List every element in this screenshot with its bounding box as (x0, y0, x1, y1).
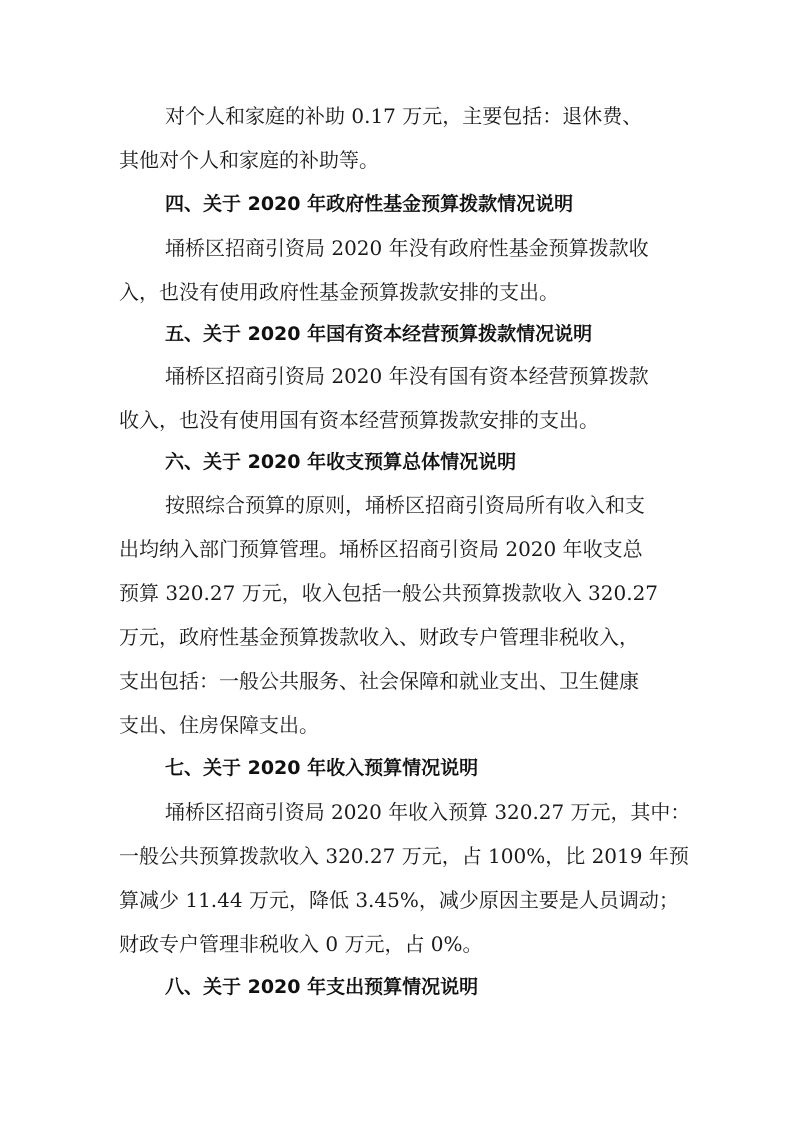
body-line: 出均纳入部门预算管理。埇桥区招商引资局 2020 年收支总 (119, 537, 643, 561)
body-line: 万元，政府性基金预算拨款收入、财政专户管理非税收入， (119, 625, 639, 649)
body-line: 预算 320.27 万元，收入包括一般公共预算拨款收入 320.27 (119, 581, 659, 605)
body-line: 财政专户管理非税收入 0 万元，占 0%。 (119, 932, 483, 956)
section-heading-7: 七、关于 2020 年收入预算情况说明 (165, 757, 479, 779)
body-line: 埇桥区招商引资局 2020 年收入预算 320.27 万元，其中： (165, 800, 691, 824)
body-line: 一般公共预算拨款收入 320.27 万元，占 100%，比 2019 年预 (119, 844, 689, 868)
body-line: 算减少 11.44 万元，降低 3.45%，减少原因主要是人员调动； (119, 888, 679, 912)
body-line: 支出包括：一般公共服务、社会保障和就业支出、卫生健康 (119, 669, 639, 693)
body-line: 对个人和家庭的补助 0.17 万元，主要包括：退休费、 (165, 104, 643, 128)
section-heading-5: 五、关于 2020 年国有资本经营预算拨款情况说明 (165, 323, 593, 345)
section-heading-4: 四、关于 2020 年政府性基金预算拨款情况说明 (165, 193, 574, 215)
body-line: 埇桥区招商引资局 2020 年没有政府性基金预算拨款收 (165, 236, 649, 260)
section-heading-8: 八、关于 2020 年支出预算情况说明 (165, 976, 479, 998)
body-line: 收入，也没有使用国有资本经营预算拨款安排的支出。 (119, 408, 599, 432)
body-line: 入，也没有使用政府性基金预算拨款安排的支出。 (119, 280, 559, 304)
body-line: 支出、住房保障支出。 (119, 713, 319, 737)
body-line: 其他对个人和家庭的补助等。 (119, 148, 379, 172)
body-line: 埇桥区招商引资局 2020 年没有国有资本经营预算拨款 (165, 364, 649, 388)
body-line: 按照综合预算的原则，埇桥区招商引资局所有收入和支 (165, 493, 645, 517)
section-heading-6: 六、关于 2020 年收支预算总体情况说明 (165, 451, 517, 473)
